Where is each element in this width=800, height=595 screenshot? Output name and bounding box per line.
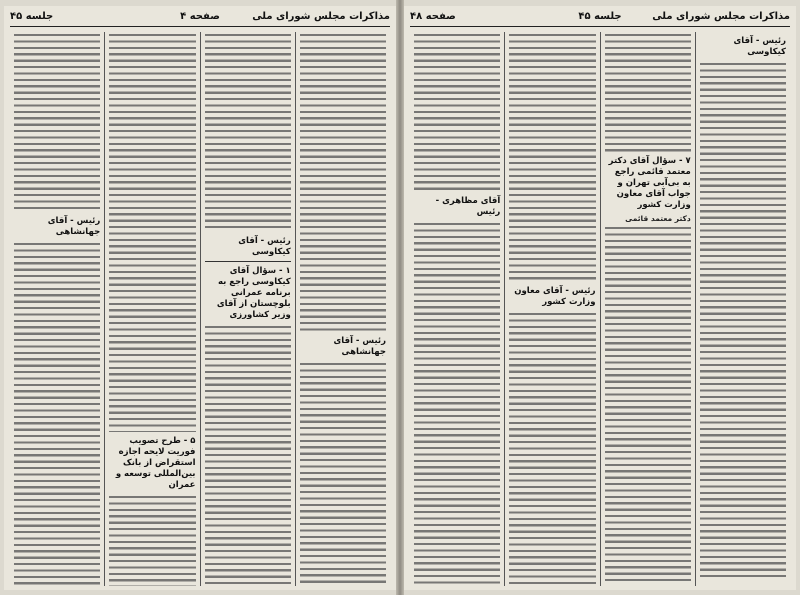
section-heading: رئیس - آقای کیکاوسی <box>238 236 291 257</box>
right-header-session: جلسه ۴۵ <box>578 11 622 22</box>
left-column-1 <box>295 32 390 586</box>
left-header-page-number: صفحه ۴ <box>180 11 220 22</box>
section-heading: ۵ - طرح تصویب فوریت لایحه اجازه استقراض از بانک بین‌المللی توسعه و عمران <box>115 436 196 490</box>
text-block <box>509 311 595 586</box>
binding-gutter <box>396 0 404 595</box>
left-page <box>4 6 396 590</box>
left-column-4 <box>10 32 104 586</box>
left-header-session: جلسه ۴۵ <box>10 11 54 22</box>
text-block <box>509 32 595 282</box>
text-block <box>14 241 100 586</box>
right-header-page-number: صفحه ۴۸ <box>410 11 456 22</box>
right-column-1 <box>695 32 790 586</box>
section-heading: رئیس - آقای جهانشاهی <box>333 336 386 357</box>
text-block <box>300 32 386 332</box>
section-heading: آقای مظاهری - رئیس <box>435 196 501 217</box>
section-heading: ۱ - سؤال آقای کیکاوسی راجع به برنامه عمرانی بلوچستان از آقای وزیر کشاورزی <box>216 266 291 320</box>
right-page-header <box>410 10 790 27</box>
text-block <box>700 61 786 581</box>
right-header-title: مذاکرات مجلس شورای ملی <box>652 11 790 22</box>
text-block <box>109 494 195 586</box>
text-block <box>14 32 100 212</box>
text-block <box>109 32 195 432</box>
right-column-2 <box>600 32 695 586</box>
text-block <box>605 225 691 585</box>
text-block <box>605 32 691 152</box>
section-heading: رئیس - آقای جهانشاهی <box>47 216 101 237</box>
right-column-4 <box>410 32 504 586</box>
left-header-title: مذاکرات مجلس شورای ملی <box>252 11 390 22</box>
left-column-2 <box>200 32 295 586</box>
text-block <box>414 221 500 586</box>
section-heading: ۷ - سؤال آقای دکتر معتمد قائمی راجع به بی‌آبی تهران و جواب آقای معاون وزارت کشور <box>608 156 691 210</box>
text-block <box>205 32 291 232</box>
text-block <box>205 324 291 586</box>
speaker-name: دکتر معتمد قائمی <box>625 214 691 223</box>
right-column-3 <box>504 32 599 586</box>
section-heading: رئیس - آقای معاون وزارت کشور <box>514 286 596 307</box>
text-block <box>300 361 386 586</box>
right-page <box>404 6 796 590</box>
left-page-columns <box>10 32 390 586</box>
section-heading: رئیس - آقای کیکاوسی <box>733 36 786 57</box>
left-column-3 <box>104 32 199 586</box>
right-page-columns <box>410 32 790 586</box>
text-block <box>414 32 500 192</box>
left-page-header <box>10 10 390 27</box>
